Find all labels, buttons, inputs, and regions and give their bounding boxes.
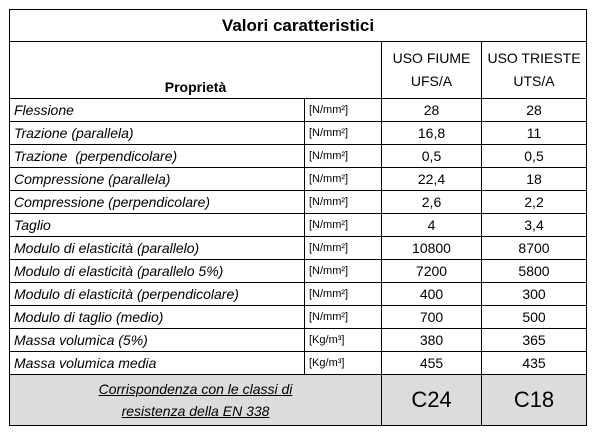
unit-cell: [N/mm²] — [305, 260, 382, 283]
en338-correspondence-label — [10, 375, 382, 426]
unit-cell: [N/mm²] — [305, 237, 382, 260]
table-row — [10, 237, 587, 260]
property-cell: Modulo di taglio (medio) — [10, 306, 305, 329]
property-cell: Massa volumica (5%) — [10, 329, 305, 352]
unit-cell: [Kg/m³] — [305, 352, 382, 375]
uso-fiume-value: 380 — [382, 329, 482, 352]
table-row — [10, 306, 587, 329]
uso-trieste-value: 365 — [482, 329, 587, 352]
unit-cell: [N/mm²] — [305, 145, 382, 168]
table-row — [10, 260, 587, 283]
property-cell: Compressione (parallela) — [10, 168, 305, 191]
table-row — [10, 214, 587, 237]
table-row — [10, 283, 587, 306]
uso-trieste-value: 500 — [482, 306, 587, 329]
uso-trieste-value: 18 — [482, 168, 587, 191]
uso-trieste-value: 5800 — [482, 260, 587, 283]
property-cell: Modulo di elasticità (parallelo) — [10, 237, 305, 260]
en338-label-line1: Corrispondenza con le classi di — [98, 381, 293, 397]
table-row — [10, 168, 587, 191]
uso-fiume-value: 400 — [382, 283, 482, 306]
unit-cell: [N/mm²] — [305, 283, 382, 306]
uso-trieste-value: 2,2 — [482, 191, 587, 214]
uso-fiume-value: 0,5 — [382, 145, 482, 168]
table-title: Valori caratteristici — [10, 10, 587, 42]
uso-fiume-value: 700 — [382, 306, 482, 329]
unit-cell: [N/mm²] — [305, 168, 382, 191]
uso-fiume-header-line2: UFS/A — [410, 73, 453, 89]
uso-fiume-value: 10800 — [382, 237, 482, 260]
uso-trieste-value: 435 — [482, 352, 587, 375]
strength-class-row — [10, 375, 587, 426]
uso-fiume-value: 28 — [382, 99, 482, 122]
property-cell: Massa volumica media — [10, 352, 305, 375]
uso-trieste-header-line2: UTS/A — [513, 73, 555, 89]
uso-trieste-value: 8700 — [482, 237, 587, 260]
table-row — [10, 329, 587, 352]
table-row — [10, 122, 587, 145]
uso-trieste-value: 300 — [482, 283, 587, 306]
property-cell: Modulo di elasticità (parallelo 5%) — [10, 260, 305, 283]
unit-cell: [N/mm²] — [305, 191, 382, 214]
uso-trieste-strength-class: C18 — [482, 375, 587, 426]
unit-cell: [N/mm²] — [305, 122, 382, 145]
property-cell: Trazione (perpendicolare) — [10, 145, 305, 168]
characteristic-values-table — [9, 9, 587, 426]
uso-fiume-value: 455 — [382, 352, 482, 375]
unit-cell: [N/mm²] — [305, 99, 382, 122]
uso-fiume-value: 22,4 — [382, 168, 482, 191]
uso-fiume-value: 7200 — [382, 260, 482, 283]
uso-trieste-value: 3,4 — [482, 214, 587, 237]
uso-trieste-value: 28 — [482, 99, 587, 122]
unit-cell: [N/mm²] — [305, 214, 382, 237]
unit-cell: [Kg/m³] — [305, 329, 382, 352]
uso-trieste-value: 0,5 — [482, 145, 587, 168]
table-row — [10, 352, 587, 375]
property-cell: Flessione — [10, 99, 305, 122]
property-cell: Taglio — [10, 214, 305, 237]
uso-fiume-value: 4 — [382, 214, 482, 237]
property-cell: Modulo di elasticità (perpendicolare) — [10, 283, 305, 306]
en338-label-line2: resistenza della EN 338 — [121, 403, 270, 419]
property-cell: Compressione (perpendicolare) — [10, 191, 305, 214]
uso-fiume-value: 2,6 — [382, 191, 482, 214]
characteristic-values-table-wrapper — [9, 9, 587, 426]
unit-cell: [N/mm²] — [305, 306, 382, 329]
uso-trieste-value: 11 — [482, 122, 587, 145]
uso-fiume-strength-class: C24 — [382, 375, 482, 426]
property-cell: Trazione (parallela) — [10, 122, 305, 145]
uso-fiume-column-header — [382, 42, 482, 99]
uso-fiume-value: 16,8 — [382, 122, 482, 145]
table-row — [10, 145, 587, 168]
property-column-header: Proprietà — [10, 42, 382, 99]
uso-trieste-column-header — [482, 42, 587, 99]
table-row — [10, 99, 587, 122]
uso-fiume-header-line1: USO FIUME — [392, 50, 471, 66]
uso-trieste-header-line1: USO TRIESTE — [487, 50, 581, 66]
table-row — [10, 191, 587, 214]
